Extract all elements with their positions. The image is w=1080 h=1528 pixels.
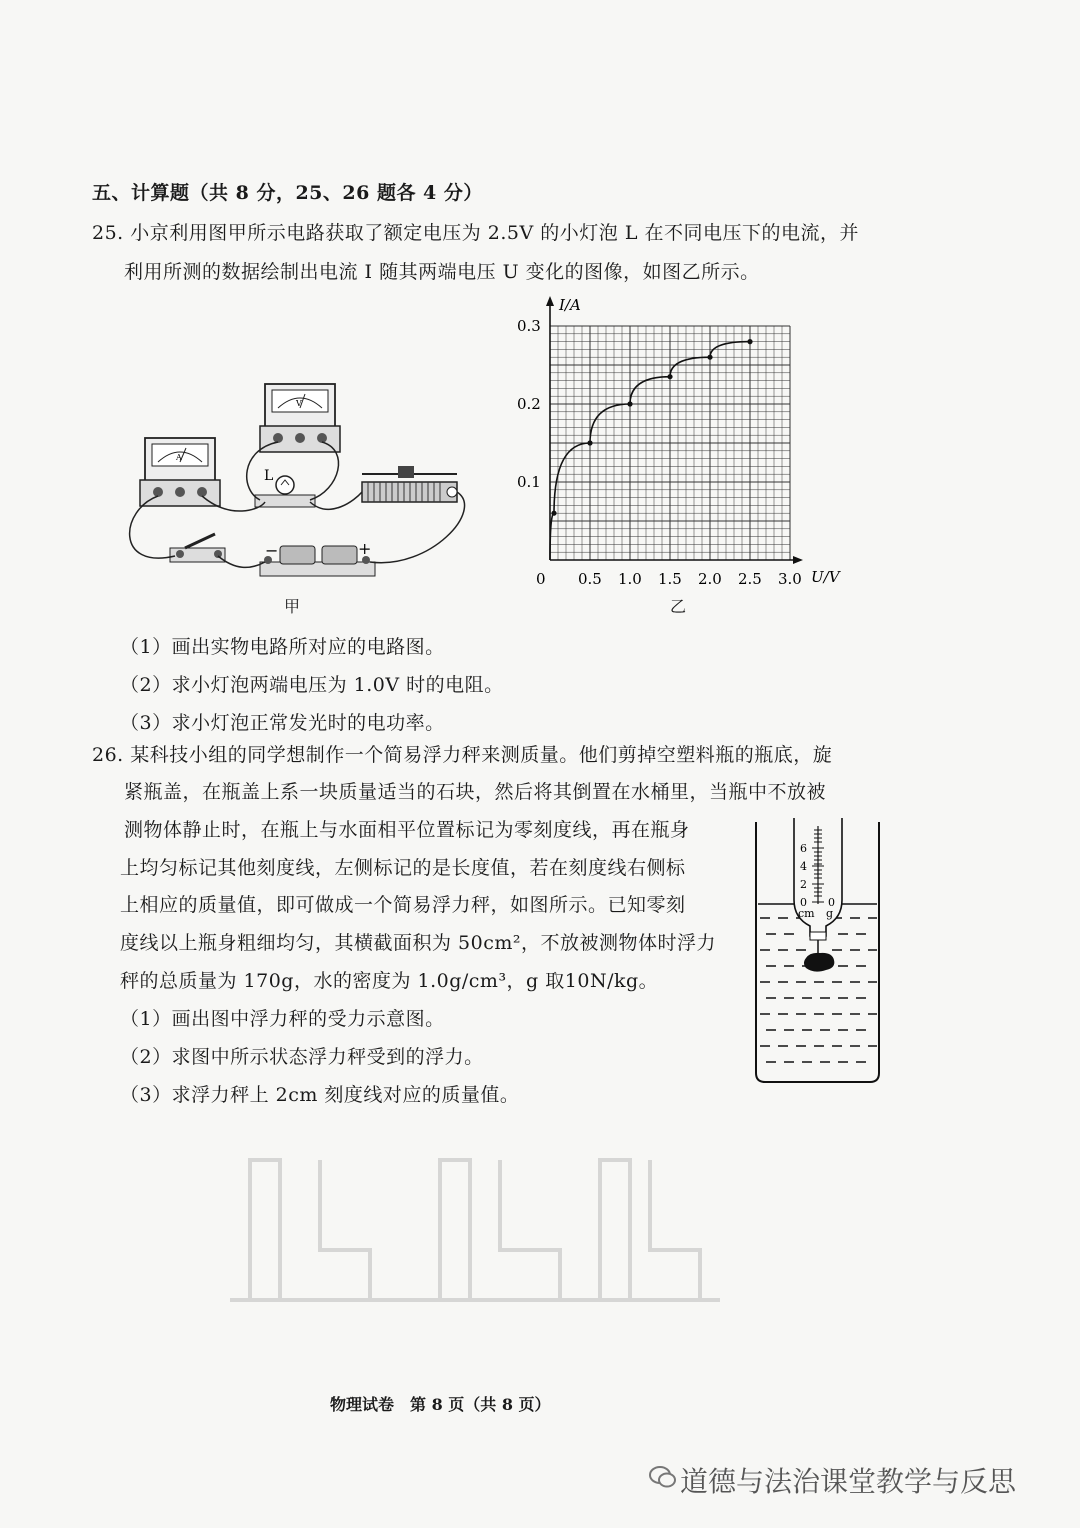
- x-tick-label: 0.5: [578, 570, 602, 588]
- q25-sub2: （2）求小灯泡两端电压为 1.0V 时的电阻。: [120, 674, 504, 696]
- rheostat-icon: [362, 466, 457, 502]
- battery-plus: +: [358, 539, 372, 558]
- y-tick-label: 0.2: [517, 395, 541, 413]
- data-point: [707, 355, 712, 360]
- q26-line6: 度线以上瓶身粗细均匀，其横截面积为 50cm²，不放被测物体时浮力: [120, 932, 716, 954]
- x-tick-label: 3.0: [778, 570, 802, 588]
- x-tick-label: 2.5: [738, 570, 762, 588]
- x-tick-label: 2.0: [698, 570, 722, 588]
- y-axis-label: I/A: [559, 296, 581, 314]
- q25-sub3: （3）求小灯泡正常发光时的电功率。: [120, 712, 445, 734]
- watermark-text: 道德与法治课堂教学与反思: [680, 1465, 1017, 1498]
- scale-mark-6: 6: [800, 842, 807, 855]
- data-point: [747, 339, 752, 344]
- data-point: [551, 511, 556, 516]
- q26-line5: 上相应的质量值，即可做成一个简易浮力秤，如图所示。已知零刻: [120, 894, 686, 916]
- q26-line1: 26. 某科技小组的同学想制作一个简易浮力秤来测质量。他们剪掉空塑料瓶的瓶底，旋: [92, 744, 833, 766]
- ammeter-icon: [140, 438, 220, 506]
- data-point: [587, 440, 592, 445]
- q25-line1: 25. 小京利用图甲所示电路获取了额定电压为 2.5V 的小灯泡 L 在不同电压下的电流，并: [92, 222, 859, 244]
- y-axis-arrow: [546, 296, 554, 306]
- page-footer: 物理试卷 第 8 页（共 8 页）: [330, 1395, 551, 1414]
- q26-sub2: （2）求图中所示状态浮力秤受到的浮力。: [120, 1046, 484, 1068]
- y-tick-label: 0.1: [517, 473, 541, 491]
- data-point: [667, 374, 672, 379]
- battery-minus: −: [265, 541, 279, 560]
- wechat-icon: [648, 1462, 678, 1492]
- x-axis-arrow: [793, 556, 803, 564]
- circuit-figure: [100, 370, 500, 600]
- stone-icon: [804, 953, 834, 972]
- q26-line4: 上均匀标记其他刻度线，左侧标记的是长度值，若在刻度线右侧标: [120, 857, 686, 879]
- scale-mark-0: 0: [800, 896, 807, 909]
- scale-mark-2: 2: [800, 878, 807, 891]
- bleed-through-drawing: [230, 1140, 720, 1320]
- q26-line2: 紧瓶盖，在瓶盖上系一块质量适当的石块，然后将其倒置在水桶里，当瓶中不放被: [124, 781, 827, 803]
- lamp-label: L: [264, 468, 274, 484]
- buoyancy-scale-figure: [750, 818, 885, 1088]
- scale-mark-4: 4: [800, 860, 807, 873]
- q25-sub1: （1）画出实物电路所对应的电路图。: [120, 636, 445, 658]
- q26-sub1: （1）画出图中浮力秤的受力示意图。: [120, 1008, 445, 1030]
- x-axis-label: U/V: [811, 568, 840, 586]
- unit-g: g: [826, 907, 834, 920]
- section-title: 五、计算题（共 8 分，25、26 题各 4 分）: [92, 182, 483, 204]
- fig-jia-label: 甲: [284, 597, 301, 616]
- fig-yi-label: 乙: [670, 597, 687, 616]
- x-tick-label: 1.5: [658, 570, 682, 588]
- iu-chart: [505, 292, 850, 612]
- x-tick-label: 1.0: [618, 570, 642, 588]
- unit-cm: cm: [798, 907, 815, 920]
- voltmeter-icon: [260, 384, 340, 452]
- scale-right-zero: 0: [828, 896, 835, 909]
- q26-line7: 秤的总质量为 170g，水的密度为 1.0g/cm³，g 取10N/kg。: [120, 970, 659, 992]
- svg-text:A: A: [176, 453, 182, 462]
- q25-line2: 利用所测的数据绘制出电流 I 随其两端电压 U 变化的图像，如图乙所示。: [124, 261, 760, 283]
- q26-line3: 测物体静止时，在瓶上与水面相平位置标记为零刻度线，再在瓶身: [124, 819, 690, 841]
- svg-text:V: V: [296, 399, 302, 408]
- switch-icon: [170, 534, 225, 562]
- y-tick-label: 0.3: [517, 317, 541, 335]
- x-tick-label: 0: [536, 570, 546, 588]
- data-point: [627, 401, 632, 406]
- q26-sub3: （3）求浮力秤上 2cm 刻度线对应的质量值。: [120, 1084, 520, 1106]
- bottle-cap: [810, 932, 826, 940]
